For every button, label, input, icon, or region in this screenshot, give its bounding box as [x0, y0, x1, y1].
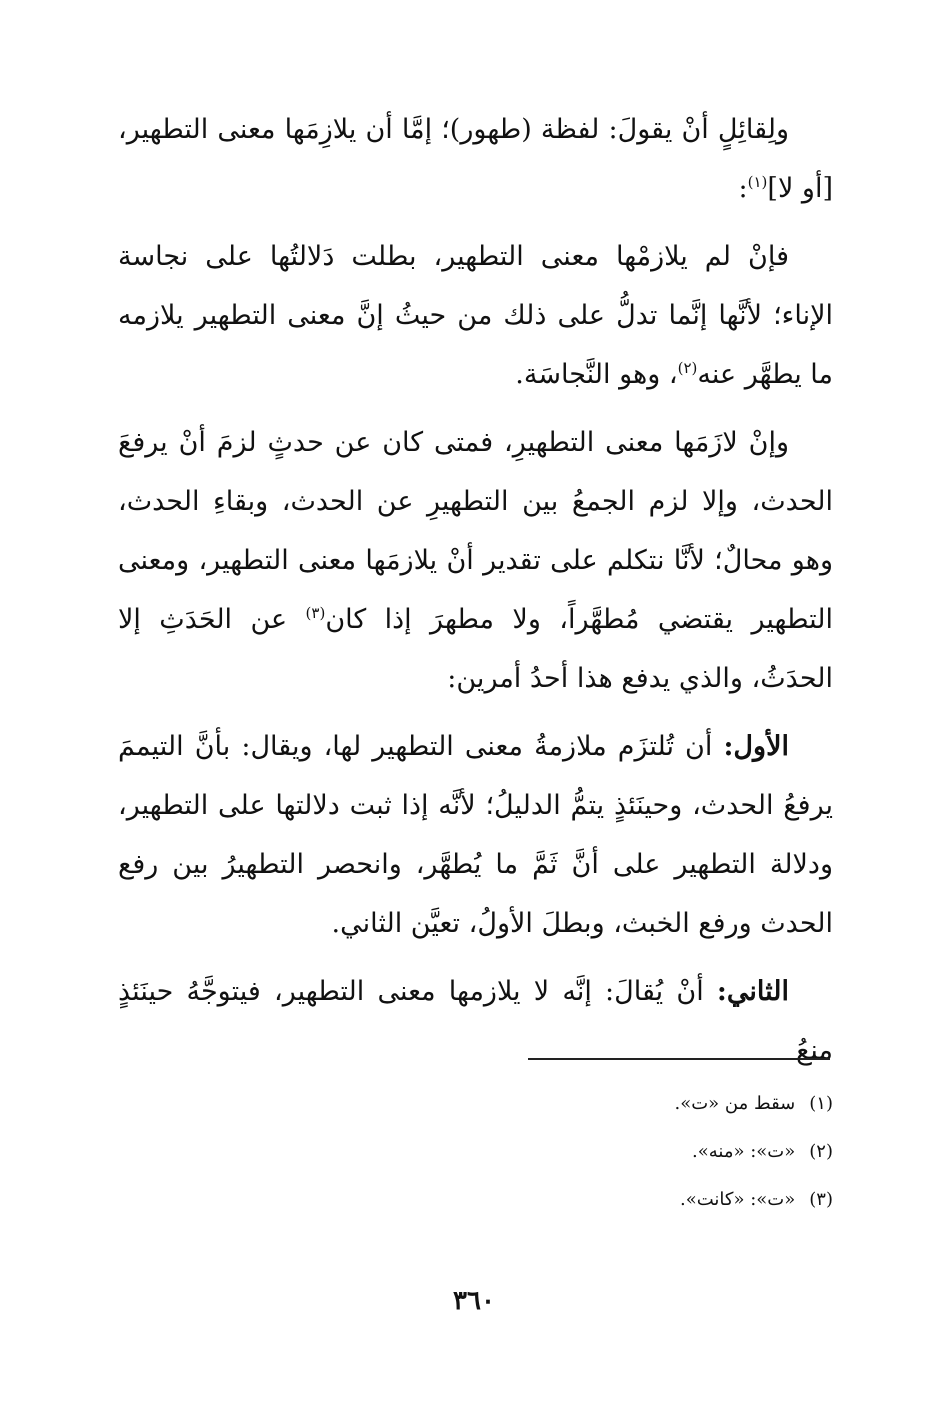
paragraph-4: [118, 717, 833, 953]
paragraph-text: أن تُلتزَم ملازمةُ معنى التطهير لها، ويقال: بأنَّ التيممَ يرفعُ الحدث، وحينَئذٍ يتمُّ الدليلُ؛ لأنَّه إذا ثبت دلالتها على التطهير، ودلالة التطهير على أنَّ ثَمَّ ما يُطهَّر، وانحصر التطهيرُ بين رفع الحدث ورفع الخبث، وبطلَ الأولُ، تعيَّن الثاني.: [118, 731, 833, 939]
footnotes: [300, 1080, 833, 1224]
footnote-3: [300, 1176, 833, 1224]
paragraph-3: [118, 413, 833, 708]
footnote-number: (١): [809, 1093, 833, 1114]
section-lead: الأول:: [723, 731, 789, 762]
footnote-1: [300, 1080, 833, 1128]
paragraph-text: وإنْ لازَمَها معنى التطهيرِ، فمتى كان عن حدثٍ لزمَ أنْ يرفعَ الحدث، وإلا لزم الجمعُ بين التطهيرِ عن الحدث، وبقاءِ الحدث، وهو محالٌ؛ لأنَّا نتكلم على تقدير أنْ يلازمَها معنى التطهير، ومعنى التطهير يقتضي مُطهَّراً، ولا مطهرَ إذا كان: [118, 427, 833, 635]
footnote-text: «ت»: «كانت».: [680, 1189, 796, 1210]
footnote-text: سقط من «ت».: [674, 1093, 796, 1114]
section-lead: الثاني:: [716, 976, 789, 1007]
footnote-reference: (١): [747, 173, 768, 191]
paragraph-text: عن الحَدَثِ إلا الحدَثُ، والذي يدفع هذا أحدُ أمرين:: [118, 604, 833, 694]
main-text: [118, 100, 833, 1089]
footnote-text: «ت»: «منه».: [692, 1141, 796, 1162]
footnote-number: (٢): [809, 1141, 833, 1162]
paragraph-text: أنْ يُقالَ: إنَّه لا يلازمها معنى التطهير، فيتوجَّهُ حينَئذٍ منعُ: [118, 976, 833, 1066]
paragraph-1: [118, 100, 833, 218]
paragraph-text: فإنْ لم يلازمْها معنى التطهير، بطلت دَلالتُها على نجاسة الإناء؛ لأنَّها إنَّما تدلُّ على ذلك من حيثُ إنَّ معنى التطهير يلازمه ما يطهَّر عنه: [118, 241, 833, 390]
paragraph-2: [118, 227, 833, 404]
footnote-number: (٣): [809, 1189, 833, 1210]
paragraph-text: ولِقائِلٍ أنْ يقولَ: لفظة (طهور)؛ إمَّا أن يلازِمَها معنى التطهير، [أو لا]: [118, 114, 833, 204]
page-number: ٣٦٠: [453, 1286, 495, 1316]
footnote-divider: [528, 1058, 830, 1060]
footnote-2: [300, 1128, 833, 1176]
footnote-reference: (٣): [305, 604, 326, 622]
paragraph-text: :: [738, 173, 748, 204]
paragraph-5: [118, 962, 833, 1080]
paragraph-text: ، وهو النَّجاسَة.: [515, 359, 678, 390]
footnote-reference: (٢): [677, 359, 698, 377]
